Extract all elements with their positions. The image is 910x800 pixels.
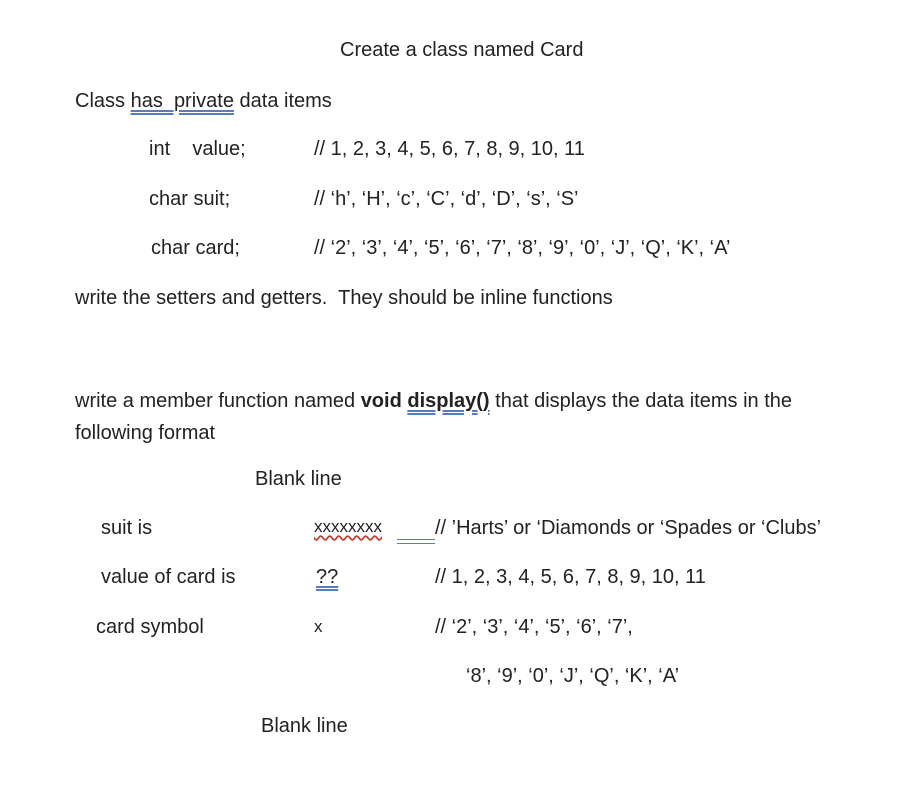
comment-suit: // ‘h’, ‘H’, ‘c’, ‘C’, ‘d’, ‘D’, ‘s’, ‘S’ <box>314 188 579 210</box>
format-comment-value: // 1, 2, 3, 4, 5, 6, 7, 8, 9, 10, 11 <box>435 566 706 588</box>
format-placeholder-suit: xxxxxxxx <box>314 517 382 536</box>
format-label-suit: suit is <box>101 517 153 539</box>
decl-value: int value; <box>149 138 246 160</box>
placeholder-rule <box>397 539 435 544</box>
display-instruction <box>75 385 865 449</box>
decl-suit: char suit; <box>149 188 231 210</box>
display-bold-void: void <box>360 390 408 412</box>
setters-instruction: write the setters and getters. They should be inline functions <box>75 287 613 309</box>
decl-card: char card; <box>151 237 240 259</box>
format-label-symbol: card symbol <box>96 616 204 638</box>
comment-card: // ‘2’, ‘3’, ‘4’, ‘5’, ‘6’, ‘7’, ‘8’, ‘9’, ‘0’, ‘J’, ‘Q’, ‘K’, ‘A’ <box>314 237 731 259</box>
display-suffix: that displays the data items in the following format <box>75 390 793 444</box>
intro-line <box>75 89 332 113</box>
format-comment-suit: // ’Harts’ or ‘Diamonds or ‘Spades or ‘Clubs’ <box>435 517 822 539</box>
display-bold-function: display() <box>407 390 490 412</box>
intro-suffix: data items <box>233 90 332 112</box>
format-comment-symbol-line2: ‘8’, ‘9’, ‘0’, ‘J’, ‘Q’, ‘K’, ‘A’ <box>466 665 680 687</box>
comment-value: // 1, 2, 3, 4, 5, 6, 7, 8, 9, 10, 11 <box>314 138 585 160</box>
intro-underlined-text: has private <box>130 90 234 112</box>
format-placeholder-symbol: x <box>314 617 323 636</box>
display-prefix: write a member function named <box>75 390 361 412</box>
blank-line-bottom: Blank line <box>261 715 348 737</box>
format-label-value: value of card is <box>101 566 236 588</box>
intro-prefix: Class <box>75 90 131 112</box>
format-comment-symbol-line1: // ‘2’, ‘3’, ‘4’, ‘5’, ‘6’, ‘7’, <box>435 616 633 638</box>
blank-line-top: Blank line <box>255 468 342 490</box>
format-placeholder-value: ?? <box>316 566 339 588</box>
page-title: Create a class named Card <box>340 39 584 61</box>
